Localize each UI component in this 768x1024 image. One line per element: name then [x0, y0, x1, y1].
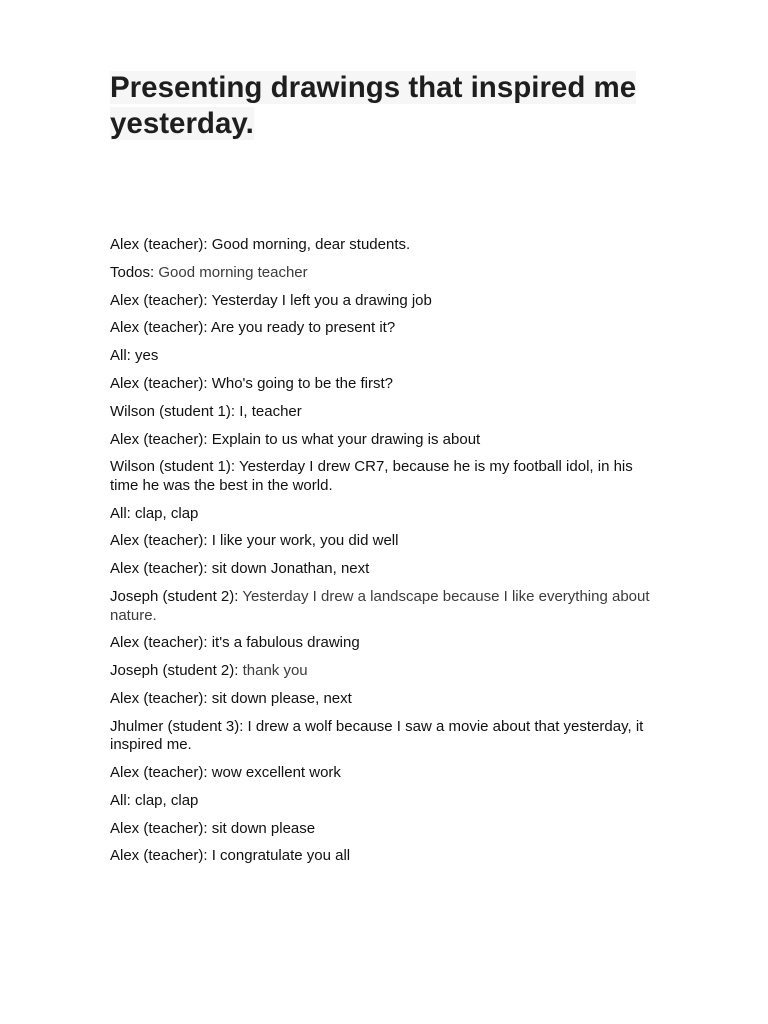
page-title [110, 70, 640, 142]
dialogue-line [110, 690, 658, 709]
speech-text: sit down please [207, 819, 316, 837]
dialogue-line [110, 236, 658, 255]
speech-text: I like your work, you did well [207, 532, 399, 550]
speech-text: sit down Jonathan, next [207, 560, 370, 578]
speech-text: wow excellent work [207, 764, 341, 782]
speaker-label: All: [110, 504, 131, 522]
dialogue-line [110, 532, 658, 551]
dialogue-line [110, 560, 658, 579]
speaker-label: Alex (teacher): [110, 819, 208, 837]
speech-text: Yesterday I drew a landscape because I like everything about nature. [110, 588, 650, 624]
dialogue-line [110, 403, 658, 422]
speaker-label: Alex (teacher): [110, 532, 208, 550]
dialogue-line [110, 319, 658, 338]
speech-text: Who's going to be the first? [207, 374, 394, 392]
speaker-label: Jhulmer (student 3): [110, 717, 244, 735]
dialogue-line [110, 662, 658, 681]
dialogue [110, 236, 658, 875]
speaker-label: Todos: [110, 263, 155, 281]
dialogue-line [110, 292, 658, 311]
speaker-label: Alex (teacher): [110, 236, 208, 253]
speech-text: clap, clap [130, 791, 199, 809]
speaker-label: Wilson (student 1): [110, 458, 236, 476]
page-title-text: Presenting drawings that inspired me yesterday. [110, 71, 637, 140]
speaker-label: Joseph (student 2): [110, 588, 239, 606]
speech-text: I, teacher [235, 402, 302, 420]
speaker-label: Wilson (student 1): [110, 402, 236, 420]
speaker-label: Alex (teacher): [110, 764, 208, 782]
speech-text: Good morning, dear students. [207, 236, 411, 253]
speaker-label: Alex (teacher): [110, 847, 208, 865]
speaker-label: Alex (teacher): [110, 291, 208, 309]
speech-text: Yesterday I left you a drawing job [207, 291, 432, 309]
speaker-label: All: [110, 347, 131, 365]
speech-text: clap, clap [130, 504, 199, 522]
speech-text: it's a fabulous drawing [207, 634, 360, 652]
speech-text: I drew a wolf because I saw a movie about that yesterday, it inspired me. [110, 717, 644, 754]
speech-text: I congratulate you all [207, 847, 351, 865]
dialogue-line [110, 847, 658, 866]
speech-text: yes [130, 347, 159, 365]
speaker-label: All: [110, 791, 131, 809]
dialogue-line [110, 634, 658, 653]
dialogue-line [110, 431, 658, 450]
speaker-label: Alex (teacher): [110, 319, 208, 337]
speaker-label: Alex (teacher): [110, 560, 208, 578]
speech-text: sit down please, next [207, 689, 352, 707]
speech-text: Good morning teacher [154, 263, 308, 281]
dialogue-line [110, 375, 658, 394]
dialogue-line [110, 505, 658, 524]
dialogue-line [110, 347, 658, 366]
dialogue-line [110, 458, 658, 495]
dialogue-line [110, 820, 658, 839]
speaker-label: Alex (teacher): [110, 689, 208, 707]
dialogue-line [110, 764, 658, 783]
speaker-label: Joseph (student 2): [110, 662, 239, 680]
dialogue-line [110, 264, 658, 283]
speech-text: thank you [238, 662, 308, 680]
speaker-label: Alex (teacher): [110, 634, 208, 652]
speaker-label: Alex (teacher): [110, 430, 208, 448]
dialogue-line [110, 718, 658, 755]
speech-text: Are you ready to present it? [207, 319, 396, 337]
dialogue-line [110, 588, 658, 625]
speech-text: Explain to us what your drawing is about [207, 430, 481, 448]
speech-text: Yesterday I drew CR7, because he is my football idol, in his time he was the best in the world. [110, 458, 633, 494]
dialogue-line [110, 792, 658, 811]
speaker-label: Alex (teacher): [110, 374, 208, 392]
